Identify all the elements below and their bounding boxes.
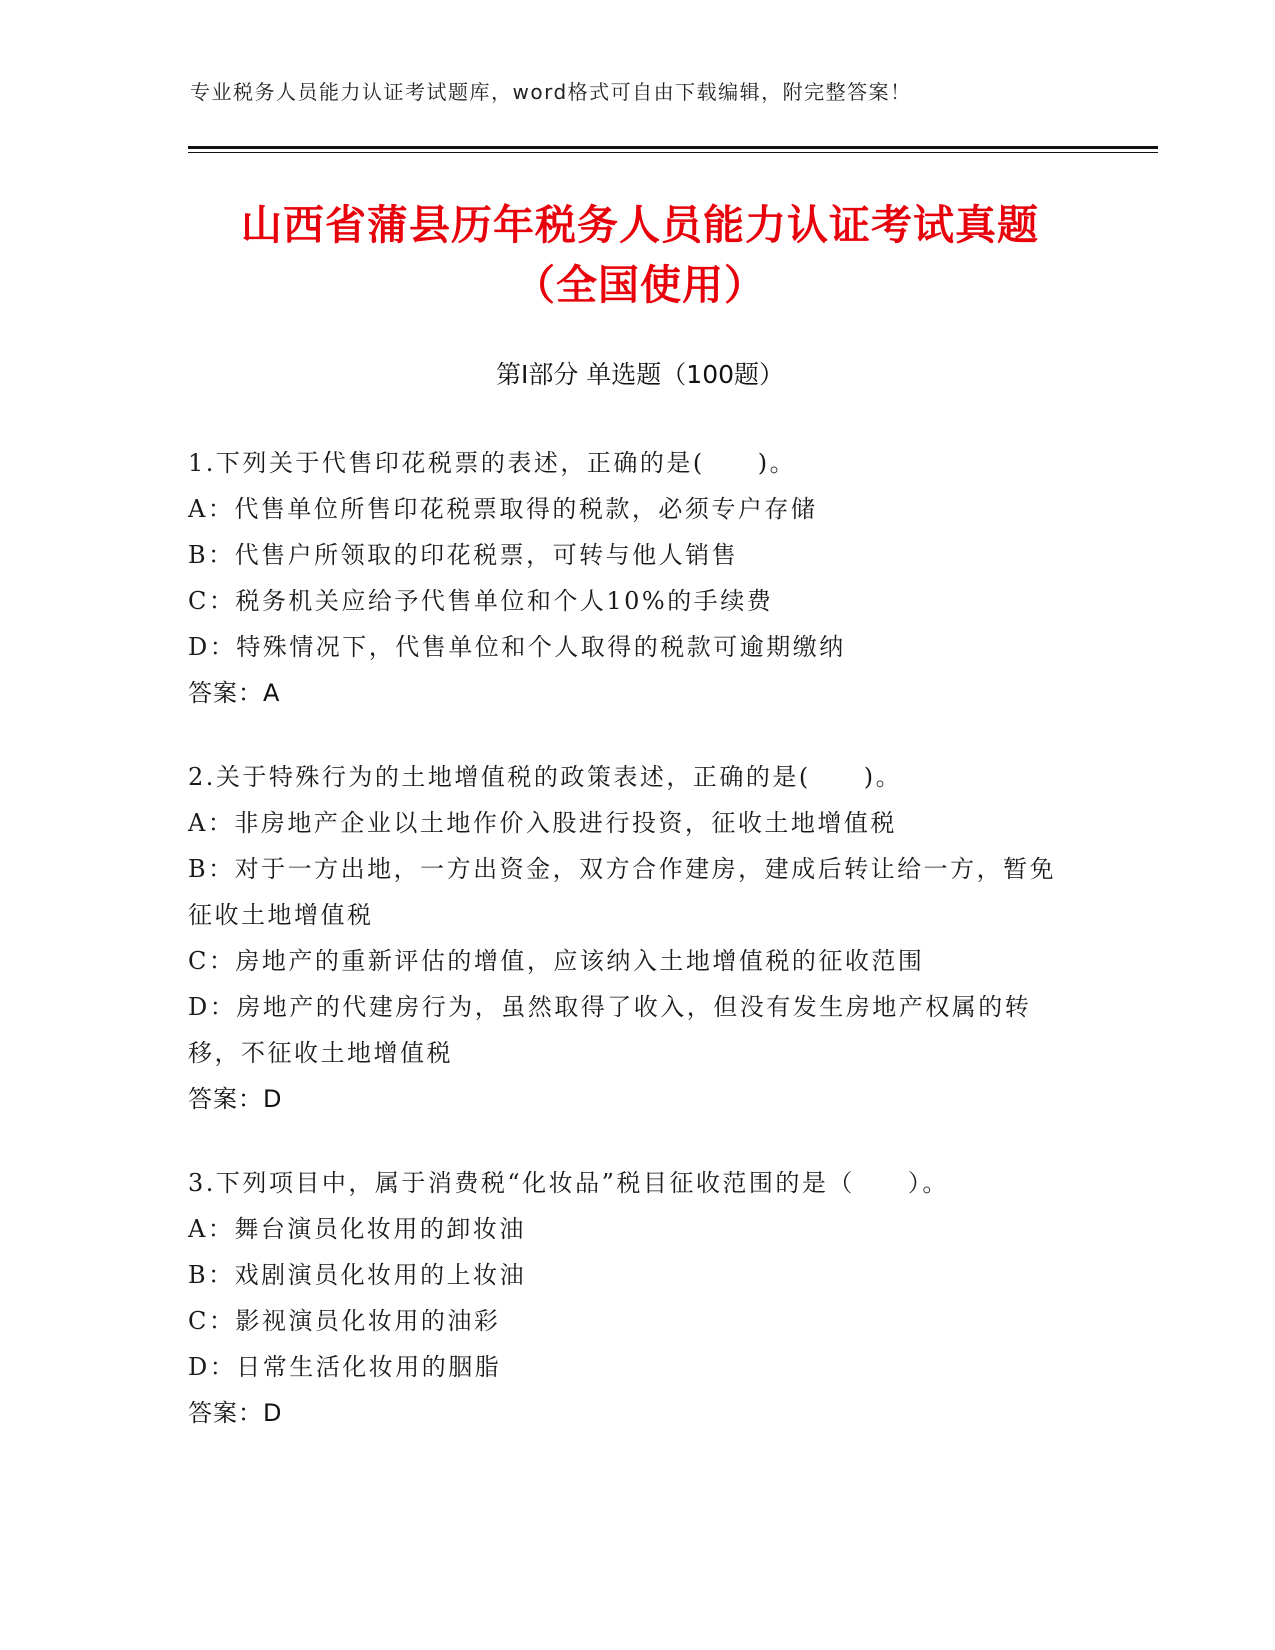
- title-line-2: （全国使用）: [514, 261, 766, 309]
- question-1: [188, 440, 1088, 716]
- answer: 答案：D: [188, 1399, 283, 1427]
- option-a: A：代售单位所售印花税票取得的税款，必须专户存储: [188, 495, 818, 523]
- option-b: B：戏剧演员化妆用的上妆油: [188, 1261, 527, 1289]
- option-a: A：非房地产企业以土地作价入股进行投资，征收土地增值税: [188, 809, 897, 837]
- header-rule-thick: [188, 146, 1158, 149]
- option-d: D：房地产的代建房行为，虽然取得了收入，但没有发生房地产权属的转移，不征收土地增值税: [188, 993, 1032, 1067]
- option-c: C：税务机关应给予代售单位和个人10%的手续费: [188, 587, 774, 615]
- option-b: B：对于一方出地，一方出资金，双方合作建房，建成后转让给一方，暂免征收土地增值税: [188, 855, 1057, 929]
- question-3: [188, 1160, 1088, 1436]
- question-2: [188, 754, 1088, 1122]
- option-d: D：日常生活化妆用的胭脂: [188, 1353, 502, 1381]
- title-line-1: 山西省蒲县历年税务人员能力认证考试真题: [241, 201, 1039, 249]
- option-a: A：舞台演员化妆用的卸妆油: [188, 1215, 526, 1243]
- question-stem: 2.关于特殊行为的土地增值税的政策表述，正确的是( )。: [188, 763, 903, 791]
- document-title: [160, 195, 1120, 315]
- header-rule-thin: [188, 152, 1158, 153]
- answer: 答案：D: [188, 1085, 283, 1113]
- question-list: [188, 440, 1088, 1474]
- option-c: C：影视演员化妆用的油彩: [188, 1307, 501, 1335]
- question-stem: 1.下列关于代售印花税票的表述，正确的是( )。: [188, 449, 797, 477]
- option-c: C：房地产的重新评估的增值，应该纳入土地增值税的征收范围: [188, 947, 925, 975]
- option-d: D：特殊情况下，代售单位和个人取得的税款可逾期缴纳: [188, 633, 846, 661]
- section-heading: 第Ⅰ部分 单选题（100题）: [495, 360, 785, 389]
- question-stem: 3.下列项目中，属于消费税“化妆品”税目征收范围的是（ ）。: [188, 1169, 949, 1197]
- option-b: B：代售户所领取的印花税票，可转与他人销售: [188, 541, 739, 569]
- answer: 答案：A: [188, 679, 281, 707]
- header-note: 专业税务人员能力认证考试题库，word格式可自由下载编辑，附完整答案！: [190, 80, 912, 104]
